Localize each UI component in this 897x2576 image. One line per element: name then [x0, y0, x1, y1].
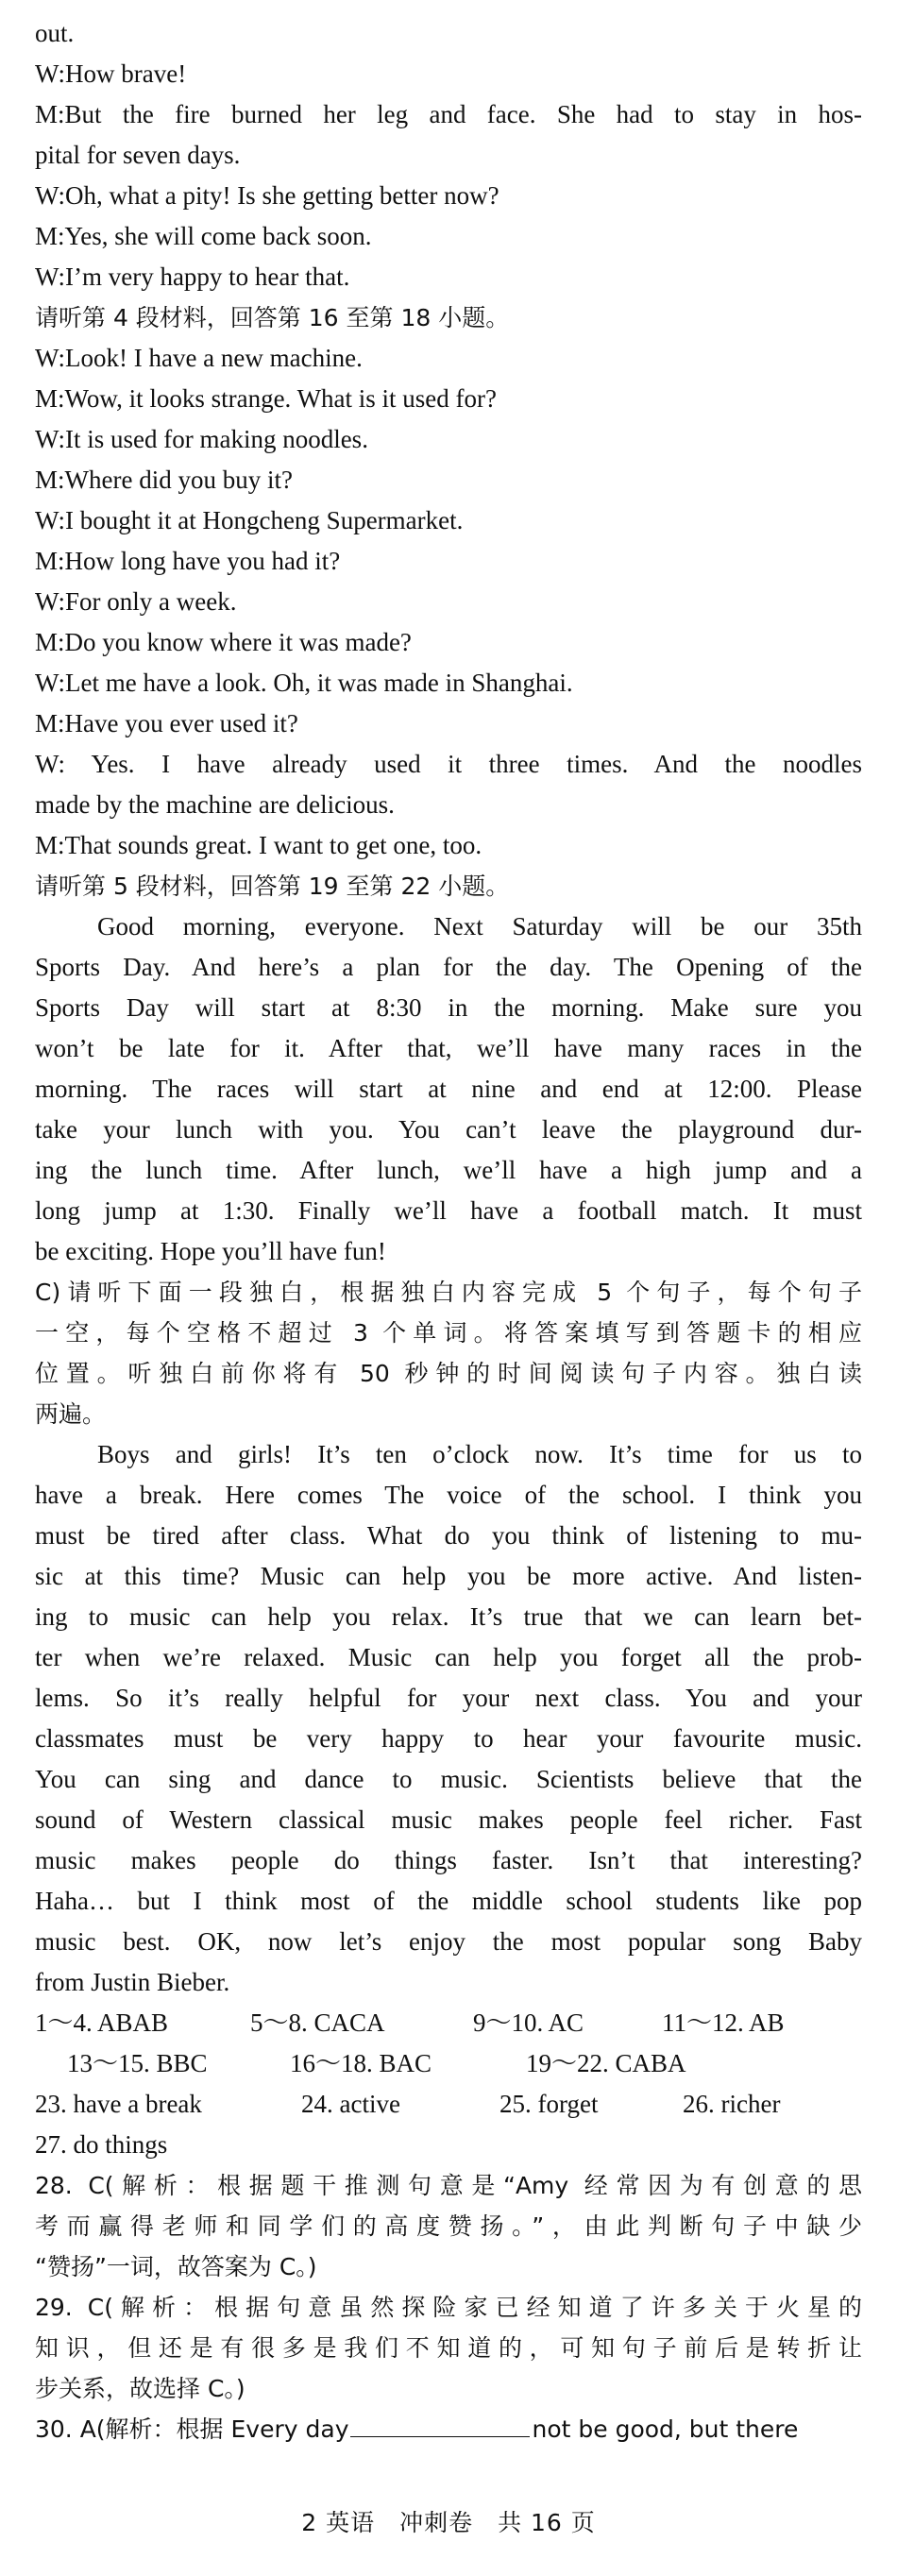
text-line: ing the lunch time. After lunch, we’ll have a high jump and a [35, 1156, 862, 1184]
answer-explanation: 29. C(解析：根据句意虽然探险家已经知道了许多关于火星的 [35, 2294, 862, 2321]
answer-item: 27. do things [35, 2130, 168, 2159]
text-line: sound of Western classical music makes people feel richer. Fast [35, 1805, 862, 1834]
section-instruction: 两遍。 [35, 1400, 107, 1428]
section-instruction: 请听第 5 段材料，回答第 19 至第 22 小题。 [35, 873, 510, 900]
text-line: ing to music can help you relax. It’s true that we can learn bet- [35, 1602, 862, 1631]
section-instruction: 请听第 4 段材料，回答第 16 至第 18 小题。 [35, 304, 510, 331]
text-line: morning. The races will start at nine and end at 12:00. Please [35, 1075, 862, 1103]
text-line: You can sing and dance to music. Scientists believe that the [35, 1765, 862, 1793]
answer-explanation: 考而赢得老师和同学们的高度赞扬。”，由此判断句子中缺少 [35, 2212, 862, 2240]
text-line: W:I bought it at Hongcheng Supermarket. [35, 506, 464, 534]
text-line: have a break. Here comes The voice of the school. I think you [35, 1481, 862, 1509]
answer-item: 1～4. ABAB [35, 2008, 169, 2037]
answer-row [35, 2043, 862, 2084]
answer-explanation-start: 30. A(解析：根据 Every day [35, 2415, 349, 2443]
text-line: Boys and girls! It’s ten o’clock now. It’s time for us to [97, 1440, 862, 1468]
text-line: M:Yes, she will come back soon. [35, 222, 372, 250]
text-line: W:It is used for making noodles. [35, 425, 368, 453]
answer-explanation [35, 2409, 862, 2449]
answer-item: 24. active [301, 2090, 400, 2118]
text-line: long jump at 1:30. Finally we’ll have a football match. It must [35, 1196, 862, 1225]
text-line: Good morning, everyone. Next Saturday will be our 35th [97, 912, 862, 941]
answer-row [35, 2084, 862, 2125]
section-instruction: 一空，每个空格不超过 3 个单词。将答案填写到答题卡的相应 [35, 1319, 862, 1347]
text-line: ter when we’re relaxed. Music can help you forget all the prob- [35, 1643, 862, 1671]
text-line: won’t be late for it. After that, we’ll have many races in the [35, 1034, 862, 1062]
answer-item: 25. forget [499, 2090, 599, 2118]
text-line: classmates must be very happy to hear your favourite music. [35, 1724, 862, 1753]
text-line: Sports Day. And here’s a plan for the day. The Opening of the [35, 953, 862, 981]
text-line: out. [35, 19, 75, 47]
text-line: take your lunch with you. You can’t leave the playground dur- [35, 1115, 862, 1144]
fill-blank [350, 2412, 530, 2437]
text-line: pital for seven days. [35, 141, 241, 169]
text-line: M:Wow, it looks strange. What is it used for? [35, 384, 498, 413]
answer-row [35, 2003, 862, 2043]
answer-item: 9～10. AC [473, 2008, 584, 2037]
answer-item: 16～18. BAC [290, 2049, 432, 2077]
text-line: W:Look! I have a new machine. [35, 344, 363, 372]
section-instruction: 位置。听独白前你将有 50 秒钟的时间阅读句子内容。独白读 [35, 1360, 862, 1387]
answer-item: 11～12. AB [662, 2008, 785, 2037]
text-line: must be tired after class. What do you think of listening to mu- [35, 1521, 862, 1550]
text-line: be exciting. Hope you’ll have fun! [35, 1237, 386, 1265]
text-line: sic at this time? Music can help you be more active. And listen- [35, 1562, 862, 1590]
answer-item: 26. richer [683, 2090, 781, 2118]
text-line: W:How brave! [35, 59, 187, 88]
page-footer: 2 英语 冲刺卷 共 16 页 [301, 2509, 596, 2536]
answer-item: 13～15. BBC [67, 2049, 208, 2077]
text-line: M:Where did you buy it? [35, 466, 293, 494]
section-instruction: C)请听下面一段独白，根据独白内容完成 5 个句子，每个句子 [35, 1279, 862, 1306]
text-line: W:For only a week. [35, 587, 237, 616]
text-line: from Justin Bieber. [35, 1968, 230, 1996]
text-line: M:But the fire burned her leg and face. She had to stay in hos- [35, 100, 862, 128]
text-line: music makes people do things faster. Isn’t that interesting? [35, 1846, 862, 1874]
text-line: W:Let me have a look. Oh, it was made in Shanghai. [35, 669, 573, 697]
text-line: music best. OK, now let’s enjoy the most popular song Baby [35, 1927, 862, 1956]
answer-item: 5～8. CACA [250, 2008, 385, 2037]
text-line: W:Oh, what a pity! Is she getting better now? [35, 181, 499, 210]
text-line: made by the machine are delicious. [35, 790, 395, 819]
text-line: Sports Day will start at 8:30 in the morning. Make sure you [35, 993, 862, 1022]
text-line: W: Yes. I have already used it three times. And the noodles [35, 750, 862, 778]
text-line: W:I’m very happy to hear that. [35, 263, 350, 291]
text-line: lems. So it’s really helpful for your next class. You and your [35, 1684, 862, 1712]
text-line: M:Have you ever used it? [35, 709, 298, 737]
answer-item: 19～22. CABA [526, 2049, 686, 2077]
answer-explanation: 知识，但还是有很多是我们不知道的，可知句子前后是转折让 [35, 2334, 862, 2362]
answer-item: 23. have a break [35, 2090, 202, 2118]
answer-explanation-end: not be good, but there [532, 2415, 799, 2443]
answer-explanation: 28. C(解析：根据题干推测句意是“Amy 经常因为有创意的思 [35, 2172, 862, 2199]
text-line: M:That sounds great. I want to get one, too. [35, 831, 482, 859]
answer-explanation: 步关系，故选择 C。) [35, 2375, 245, 2402]
answer-explanation: “赞扬”一词，故答案为 C。) [35, 2253, 317, 2280]
text-line: Haha… but I think most of the middle school students like pop [35, 1887, 862, 1915]
document-page [35, 13, 862, 2449]
text-line: M:How long have you had it? [35, 547, 341, 575]
text-line: M:Do you know where it was made? [35, 628, 412, 656]
